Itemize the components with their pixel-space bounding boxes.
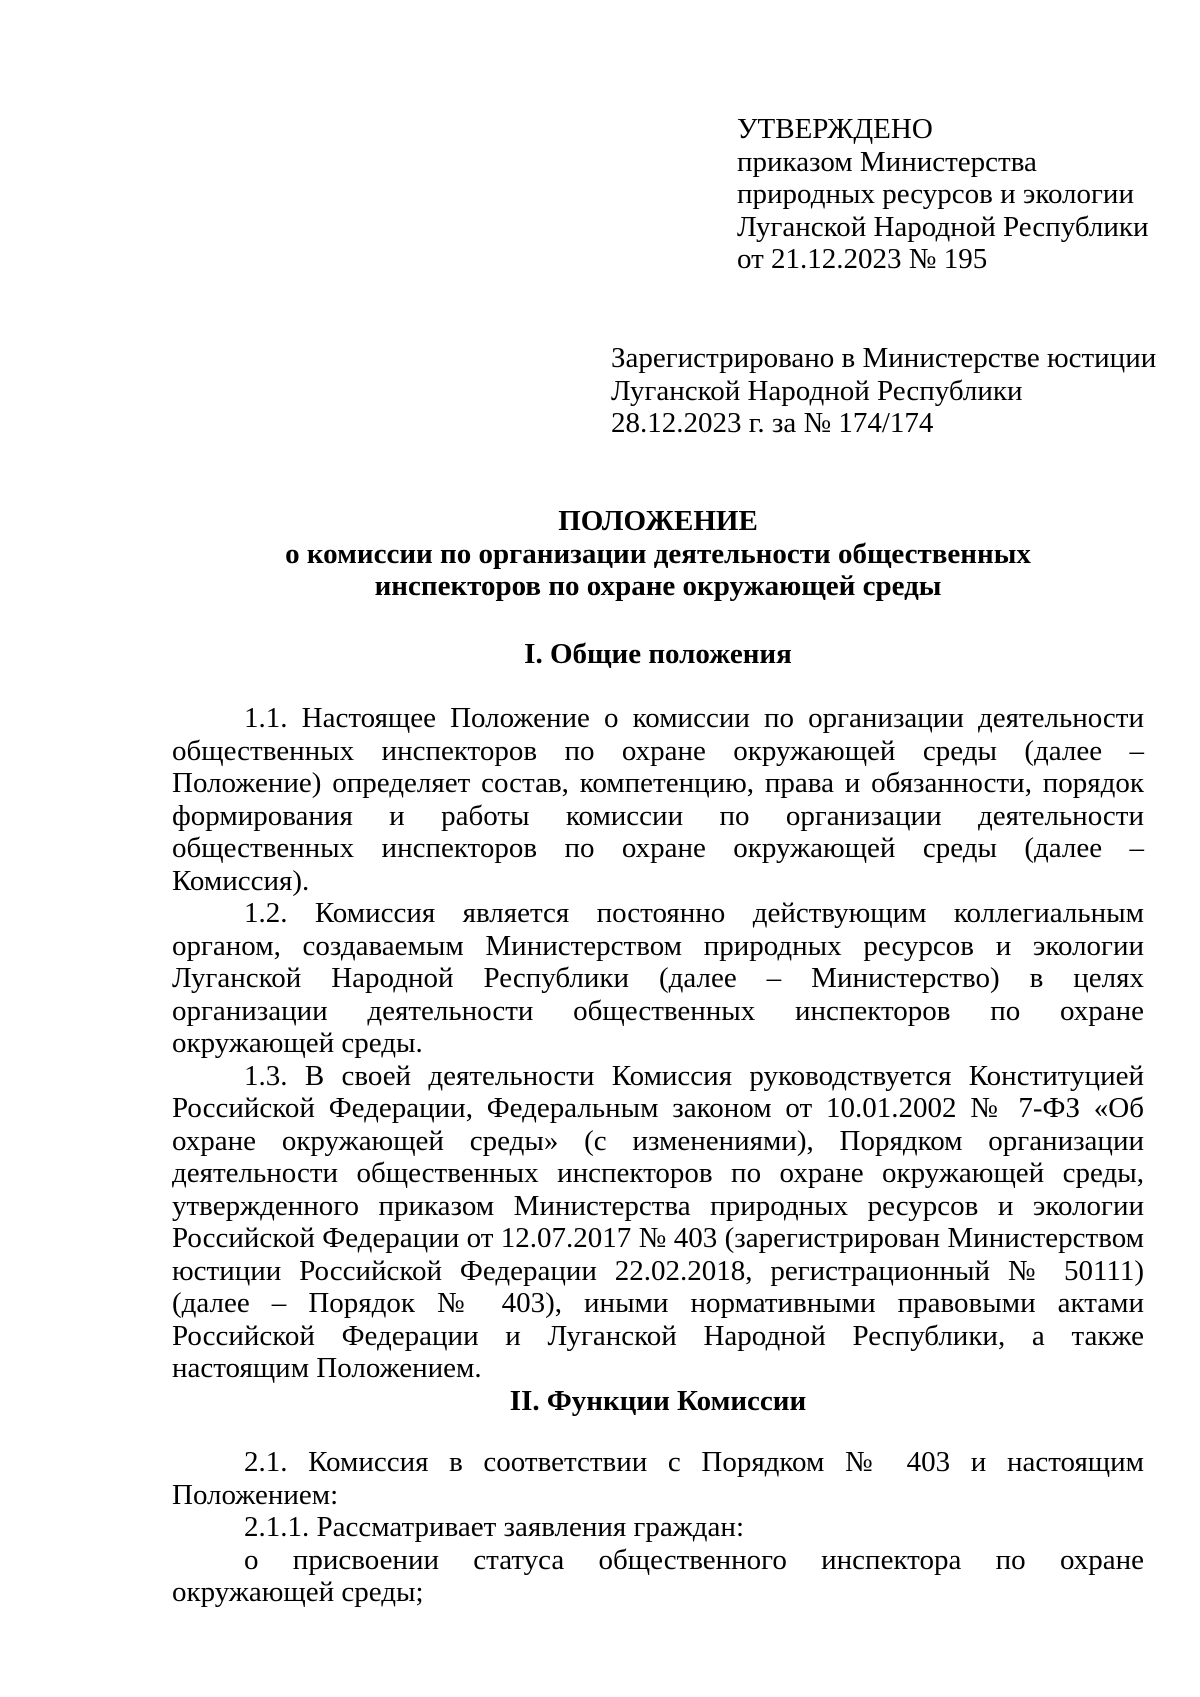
document-title	[172, 505, 1144, 603]
title-heading: ПОЛОЖЕНИЕ	[558, 505, 758, 537]
paragraph-1-3: 1.3. В своей деятельности Комиссия руководствуется Конституцией Российской Федерации, Федеральным законом от 10.01.2002 № 7-ФЗ «Об охране окружающей среды» (с изменениями), Порядком организации деятельности общественных инспекторов по охране окружающей среды, утвержденного приказом Министерства природных ресурсов и экологии Российской Федерации от 12.07.2017 № 403 (зарегистрирован Министерством юстиции Российской Федерации 22.02.2018, регистрационный № 50111) (далее – Порядок № 403), иными нормативными правовыми актами Российской Федерации и Луганской Народной Республики, а также настоящим Положением.	[172, 1059, 1144, 1384]
paragraph-2-1: 2.1. Комиссия в соответствии с Порядком № 403 и настоящим Положением:	[172, 1446, 1144, 1511]
approval-line: от 21.12.2023 № 195	[737, 243, 988, 275]
registration-line: Зарегистрировано в Министерстве юстиции	[611, 342, 1157, 374]
approval-line: приказом Министерства	[737, 145, 1037, 178]
document-body	[172, 702, 1144, 1609]
title-subtitle-line: о комиссии по организации деятельности общественных	[285, 537, 1031, 570]
section-heading: I. Общие положения	[524, 638, 792, 670]
title-subtitle-line: инспекторов по охране окружающей среды	[374, 570, 942, 602]
approval-line: УТВЕРЖДЕНО	[737, 113, 933, 145]
registration-line: Луганской Народной Республики	[611, 374, 1023, 407]
registration-line: 28.12.2023 г. за № 174/174	[611, 407, 934, 439]
approval-line: Луганской Народной Республики	[737, 210, 1149, 243]
paragraph-1-1: 1.1. Настоящее Положение о комиссии по организации деятельности общественных инспекторов по охране окружающей среды (далее – Положение) определяет состав, компетенцию, права и обязанности, порядок формирования и работы комиссии по организации деятельности общественных инспекторов по охране окружающей среды (далее – Комиссия).	[172, 702, 1144, 897]
paragraph-1-2: 1.2. Комиссия является постоянно действующим коллегиальным органом, создаваемым Министерством природных ресурсов и экологии Луганской Народной Республики (далее – Министерство) в целях организации деятельности общественных инспекторов по охране окружающей среды.	[172, 897, 1144, 1059]
paragraph-2-1-1-item: о присвоении статуса общественного инспектора по охране окружающей среды;	[172, 1543, 1144, 1608]
approval-line: природных ресурсов и экологии	[737, 178, 1134, 210]
paragraph-2-1-1: 2.1.1. Рассматривает заявления граждан:	[244, 1511, 744, 1543]
section-heading: II. Функции Комиссии	[509, 1384, 807, 1417]
registration-block	[611, 342, 1171, 440]
approval-stamp-block	[737, 113, 1177, 276]
